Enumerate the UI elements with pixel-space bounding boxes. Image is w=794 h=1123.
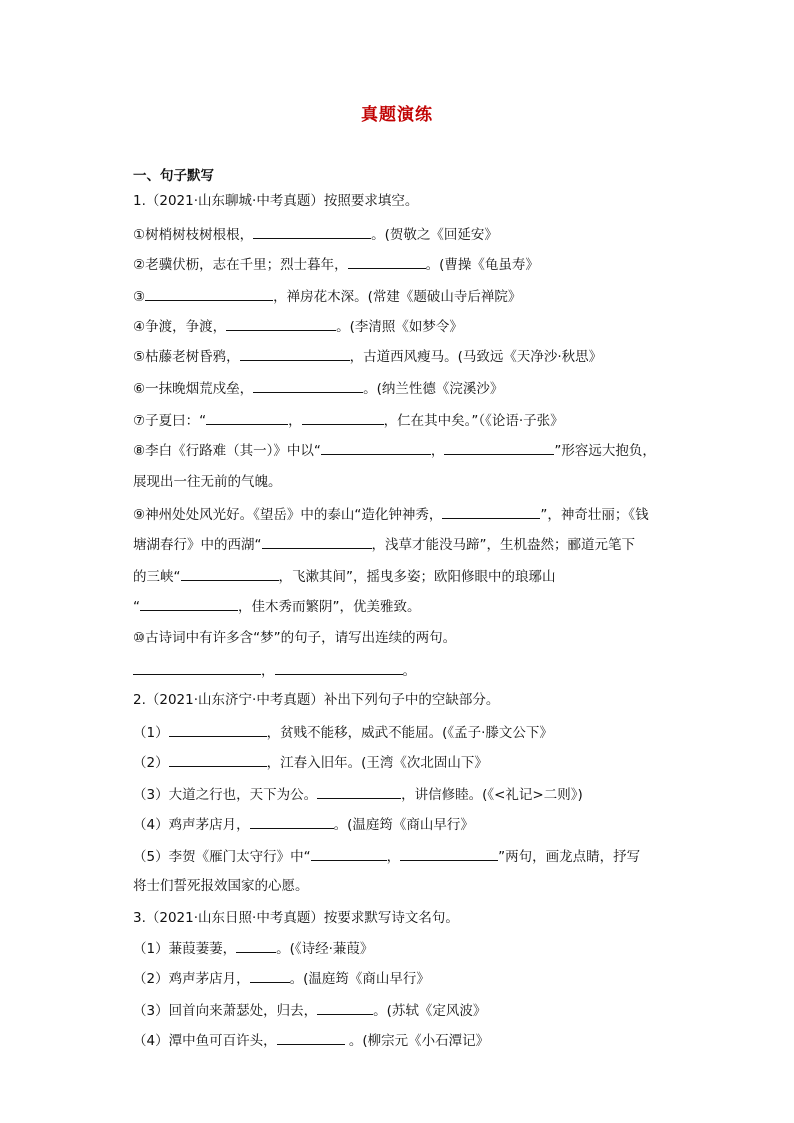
line-text: ④争渡，争渡， xyxy=(133,319,227,335)
line-text: “ xyxy=(133,599,140,615)
answer-blank[interactable] xyxy=(400,846,498,861)
line-text: ，飞漱其间”，摇曳多姿；欧阳修眼中的琅琊山 xyxy=(278,569,556,585)
line-text: 。(李清照《如梦令》 xyxy=(336,319,463,335)
question-line xyxy=(133,876,309,896)
answer-blank[interactable] xyxy=(275,660,403,675)
line-text: ”形容远大抱负， xyxy=(554,443,656,459)
line-text: （4）潭中鱼可百许头， xyxy=(133,1033,277,1049)
question-line xyxy=(133,504,649,525)
line-text: 塘湖春行》中的西湖“ xyxy=(133,537,262,553)
question-line xyxy=(133,846,640,867)
answer-blank[interactable] xyxy=(262,534,372,549)
answer-blank[interactable] xyxy=(444,440,554,455)
line-text: ，浅草才能没马蹄”，生机盎然；郦道元笔下 xyxy=(371,537,635,553)
line-text: ⑩古诗词中有许多含“梦”的句子，请写出连续的两句。 xyxy=(133,630,457,646)
question-line xyxy=(133,660,416,681)
line-text: ，古道西风瘦马。(马致远《天净沙·秋思》 xyxy=(349,349,603,365)
question-line xyxy=(133,316,463,337)
line-text: 展现出一往无前的气魄。 xyxy=(133,474,282,490)
line-text: ”，神奇壮丽；《钱 xyxy=(540,507,649,523)
answer-blank[interactable] xyxy=(206,410,288,425)
line-text: ②老骥伏枥，志在千里；烈士暮年， xyxy=(133,257,348,273)
line-text: （5）李贺《雁门太守行》中“ xyxy=(133,849,311,865)
line-text: 2.（2021·山东济宁·中考真题）补出下列句子中的空缺部分。 xyxy=(133,692,500,708)
answer-blank[interactable] xyxy=(236,938,276,953)
answer-blank[interactable] xyxy=(277,1030,345,1045)
answer-blank[interactable] xyxy=(169,722,267,737)
line-text: 。(温庭筠《商山早行》 xyxy=(333,817,474,833)
line-text: 。(《诗经·蒹葭》 xyxy=(276,941,374,957)
line-text: ，佳木秀而繁阴”，优美雅致。 xyxy=(238,599,421,615)
line-text: ，仁在其中矣。”（《论语·子张》 xyxy=(383,413,564,429)
answer-blank[interactable] xyxy=(140,596,238,611)
question-line xyxy=(133,968,430,989)
question-line xyxy=(133,346,602,367)
line-text: ，江春入旧年。(王湾《次北固山下》 xyxy=(266,755,488,771)
line-text: ⑨神州处处风光好。《望岳》中的泰山“造化钟神秀， xyxy=(133,507,443,523)
question-line xyxy=(133,472,282,492)
line-text: ”两句，画龙点睛，抒写 xyxy=(498,849,641,865)
line-text: ⑧李白《行路难（其一）》中以“ xyxy=(133,443,321,459)
question-line xyxy=(133,690,499,710)
answer-blank[interactable] xyxy=(302,410,384,425)
line-text: ， xyxy=(386,849,401,865)
answer-blank[interactable] xyxy=(442,504,540,519)
line-text: ， xyxy=(288,413,302,429)
answer-blank[interactable] xyxy=(145,286,273,301)
answer-blank[interactable] xyxy=(181,566,279,581)
line-text: （1）蒹葭萋萋， xyxy=(133,941,237,957)
question-line xyxy=(133,224,498,245)
line-text: （2） xyxy=(133,755,169,771)
line-text: ③ xyxy=(133,289,146,305)
line-text: 。(贺敬之《回延安》 xyxy=(371,227,498,243)
question-line xyxy=(133,191,418,211)
question-line xyxy=(133,286,521,307)
line-text: ， xyxy=(430,443,445,459)
answer-blank[interactable] xyxy=(133,660,261,675)
answer-blank[interactable] xyxy=(226,316,336,331)
answer-blank[interactable] xyxy=(321,440,431,455)
answer-blank[interactable] xyxy=(250,814,334,829)
line-text: （2）鸡声茅店月， xyxy=(133,971,250,987)
line-text: 。(柳宗元《小石潭记》 xyxy=(344,1033,490,1049)
line-text: 将士们誓死报效国家的心愿。 xyxy=(133,878,309,894)
question-line xyxy=(133,1000,486,1021)
question-line xyxy=(133,938,373,959)
line-text: ⑦子夏曰：“ xyxy=(133,413,207,429)
line-text: ①树梢树枝树根根， xyxy=(133,227,254,243)
question-line xyxy=(133,752,488,773)
line-text: 1.（2021·山东聊城·中考真题）按照要求填空。 xyxy=(133,193,419,209)
line-text: ⑥一抹晚烟荒戍垒， xyxy=(133,381,254,397)
answer-blank[interactable] xyxy=(240,346,350,361)
line-text: （4）鸡声茅店月， xyxy=(133,817,250,833)
question-line xyxy=(133,784,583,805)
line-text: 的三峡“ xyxy=(133,569,181,585)
question-line xyxy=(133,254,539,275)
answer-blank[interactable] xyxy=(169,752,267,767)
question-line xyxy=(133,534,635,555)
question-line xyxy=(133,596,421,617)
question-line xyxy=(133,566,556,587)
question-line xyxy=(133,410,564,431)
line-text: ，贫贱不能移，威武不能屈。(《孟子·滕文公下》 xyxy=(266,725,553,741)
line-text: 。(温庭筠《商山早行》 xyxy=(289,971,430,987)
answer-blank[interactable] xyxy=(311,846,387,861)
question-line xyxy=(133,814,474,835)
line-text: ，讲信修睦。(《<礼记>二则》) xyxy=(401,787,583,803)
question-line xyxy=(133,378,503,399)
line-text: 3.（2021·山东日照·中考真题）按要求默写诗文名句。 xyxy=(133,910,459,926)
answer-blank[interactable] xyxy=(348,254,426,269)
line-text: ，禅房花木深。(常建《题破山寺后禅院》 xyxy=(273,289,522,305)
line-text: ， xyxy=(261,663,275,679)
line-text: ⑤枯藤老树昏鸦， xyxy=(133,349,240,365)
answer-blank[interactable] xyxy=(253,378,363,393)
line-text: （3）回首向来萧瑟处，归去， xyxy=(133,1003,318,1019)
question-line xyxy=(133,908,459,928)
answer-blank[interactable] xyxy=(317,784,401,799)
line-text: 。(纳兰性德《浣溪沙》 xyxy=(363,381,504,397)
line-text: 。(苏轼《定风波》 xyxy=(373,1003,487,1019)
line-text: 。 xyxy=(402,663,416,679)
question-line xyxy=(133,628,456,648)
question-line xyxy=(133,440,656,461)
answer-blank[interactable] xyxy=(253,224,371,239)
line-text: （3）大道之行也，天下为公。 xyxy=(133,787,318,803)
answer-blank[interactable] xyxy=(250,968,290,983)
section-heading: 一、句子默写 xyxy=(133,168,214,184)
question-line xyxy=(133,722,553,743)
question-line xyxy=(133,1030,489,1051)
answer-blank[interactable] xyxy=(317,1000,373,1015)
page-title: 真题演练 xyxy=(361,105,433,125)
line-text: （1） xyxy=(133,725,169,741)
line-text: 。(曹操《龟虽寿》 xyxy=(425,257,539,273)
